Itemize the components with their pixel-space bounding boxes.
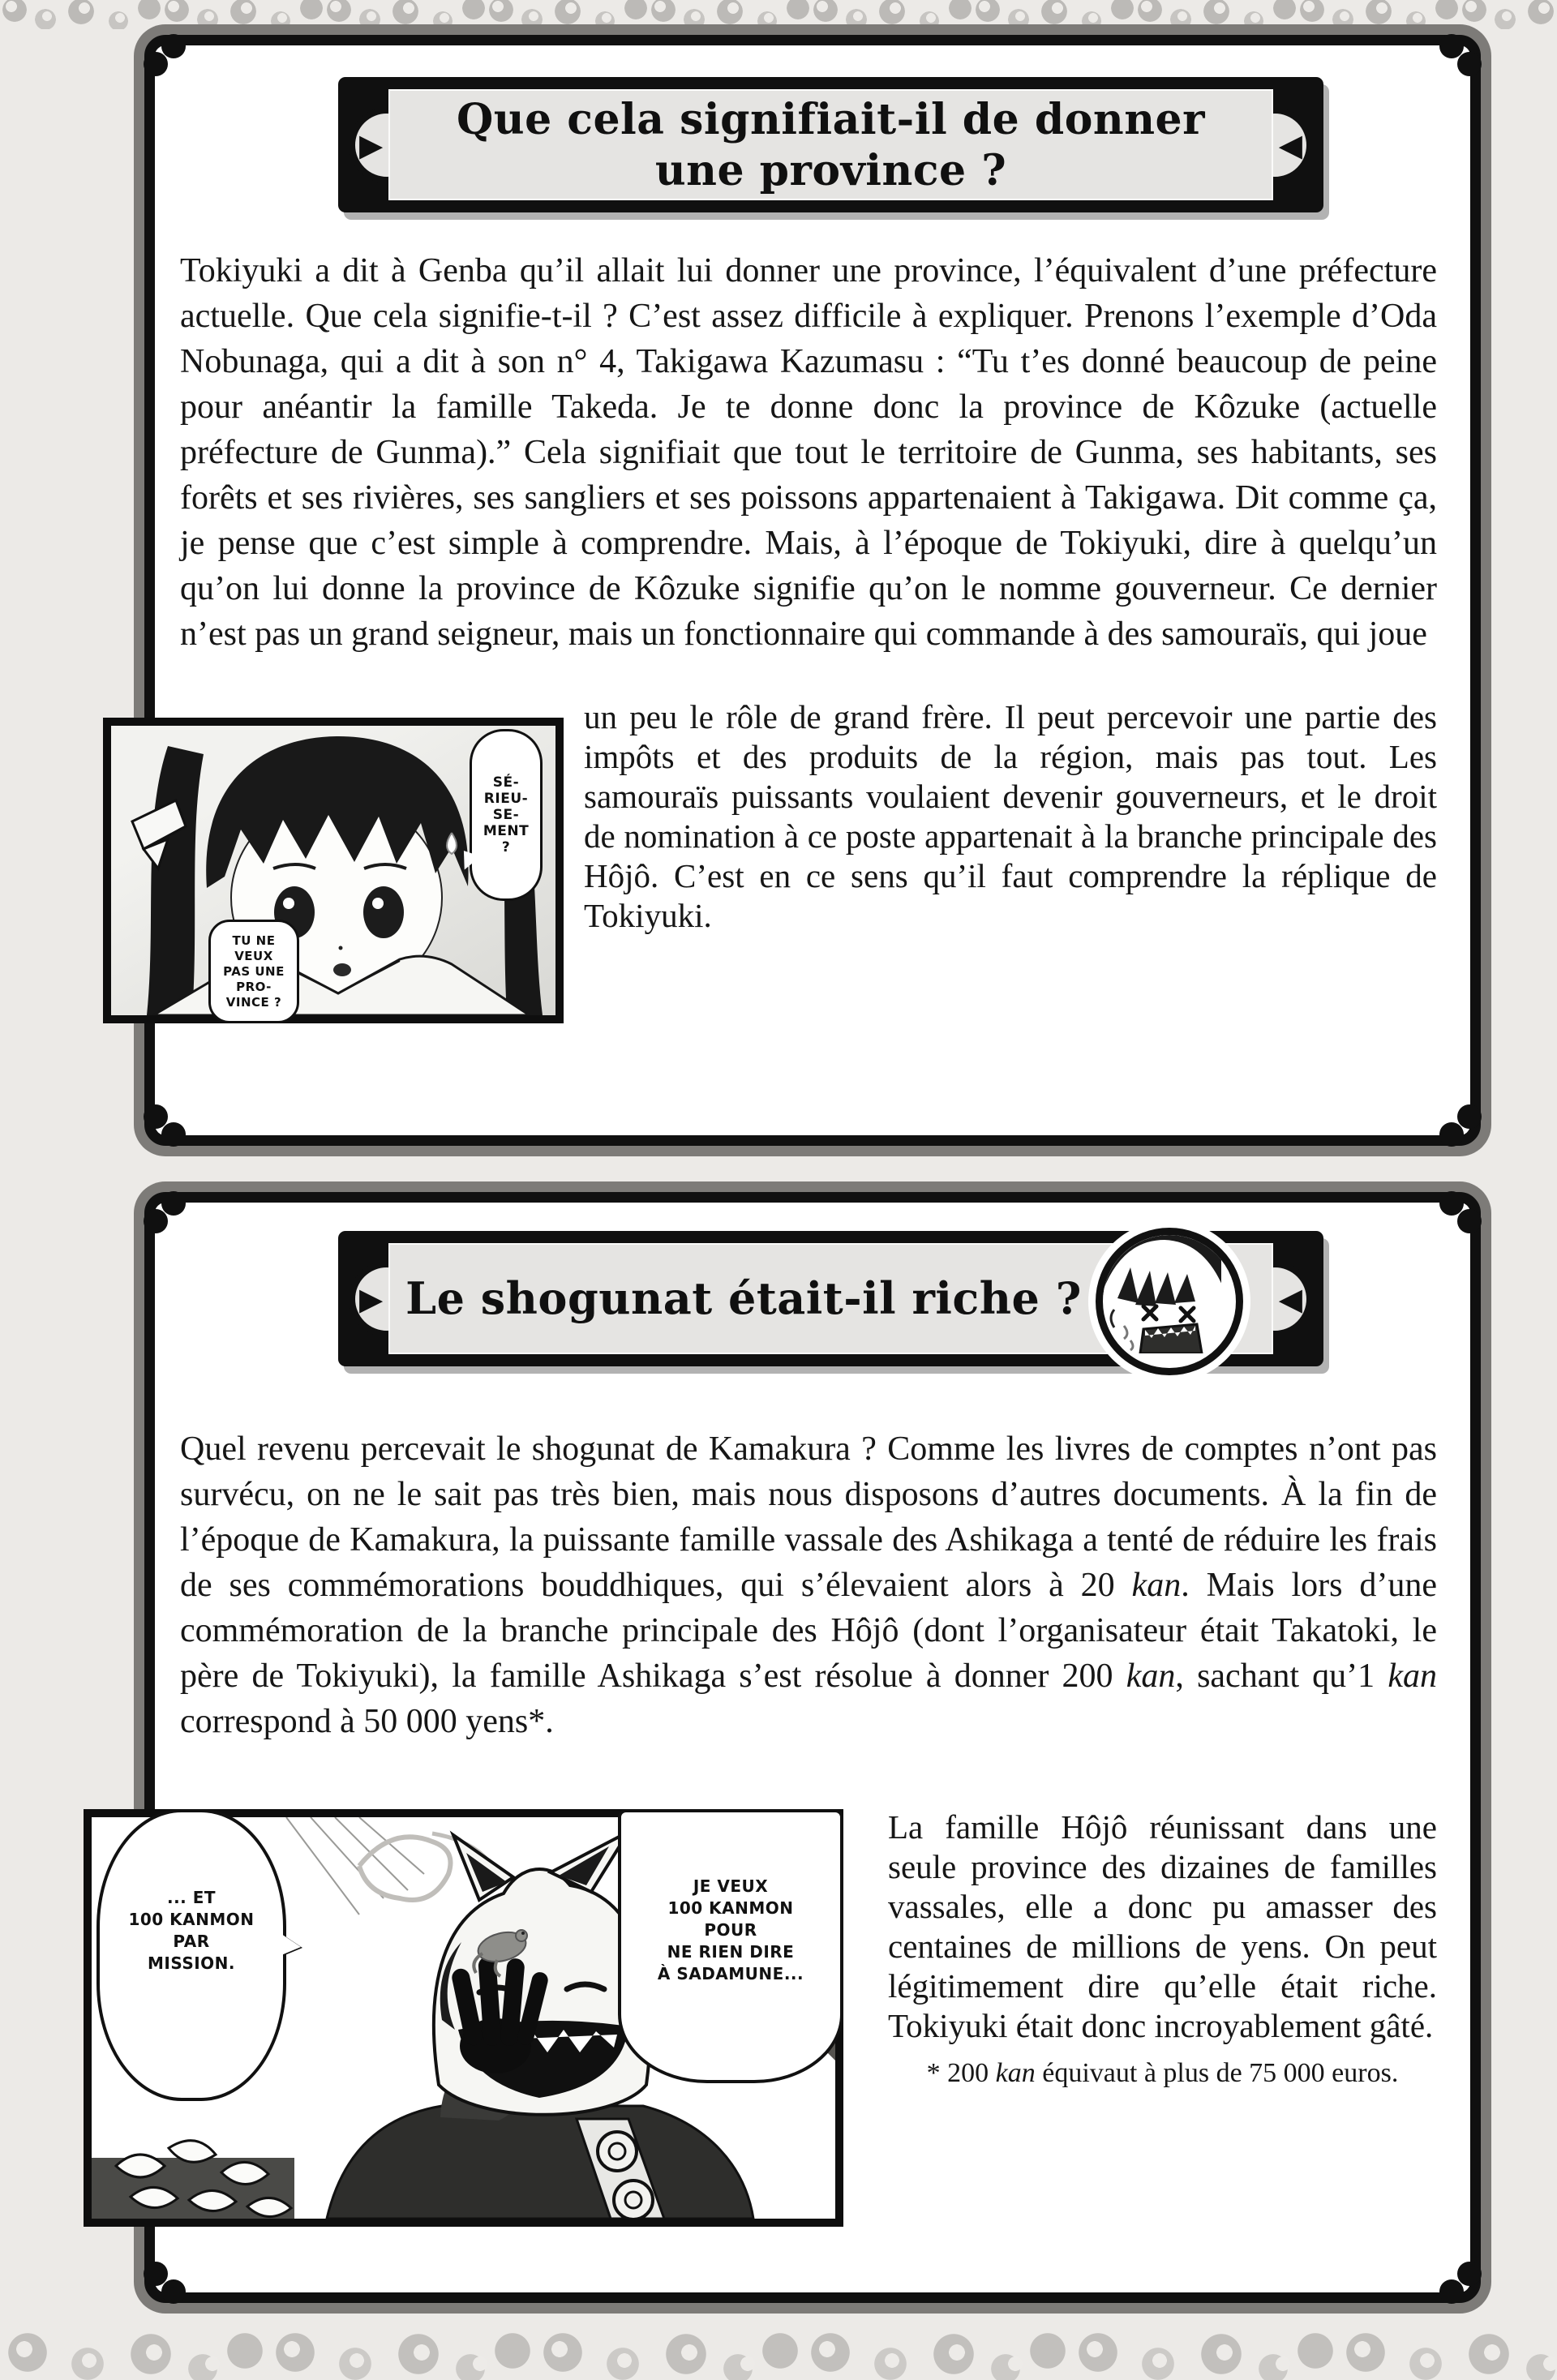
- corner-ornament: [1433, 45, 1470, 83]
- bubble-line: SE-: [492, 807, 520, 823]
- bubble-line: PAS UNE: [223, 963, 285, 979]
- banner-arrow-left-icon: ◀: [1278, 127, 1302, 163]
- speech-bubble-kanmon-mission: [97, 1809, 286, 2101]
- bubble-lines: [100, 1887, 283, 1975]
- eye-right: [363, 886, 404, 938]
- corner-ornament: [1433, 1203, 1470, 1240]
- shocked-face-art: [1103, 1235, 1221, 1353]
- bubble-line: VINCE ?: [225, 994, 282, 1010]
- question-title: [338, 77, 1323, 212]
- banner-arrow-right-icon: ▶: [359, 1280, 384, 1317]
- manga-panel-fox-mask: [84, 1809, 843, 2227]
- corner-ornament: [1433, 1098, 1470, 1135]
- bubble-line: 100 KANMON: [128, 1910, 255, 1929]
- mouth: [333, 963, 351, 976]
- bubble-line: MISSION.: [147, 1953, 236, 1973]
- bubble-line: 100 KANMON: [667, 1898, 794, 1918]
- banner-arrow-left-icon: ◀: [1278, 1280, 1302, 1317]
- eye-highlight: [283, 898, 294, 909]
- paragraph-wrap-block: [128, 1808, 1437, 2090]
- sketch-plant: [359, 1837, 451, 1900]
- speech-bubble-province: [208, 920, 299, 1023]
- damask-band-bottom: [0, 2312, 1557, 2380]
- corner-ornament: [155, 1098, 192, 1135]
- footnote: * 200 kan équivaut à plus de 75 000 euros.: [926, 2058, 1399, 2088]
- bubble-tail: [281, 1934, 301, 1955]
- title-line: une province ?: [654, 145, 1007, 195]
- paragraph-wrap: La famille Hôjô réunissant dans une seule province des dizaines de familles vassales, elle a donc pu amasser des centaines de millions de yens. On peut légitimement dire qu’elle était riche. Tokiyuki était donc incroyablement gâté.: [888, 1808, 1437, 2044]
- bubble-lines: [211, 933, 297, 1010]
- bubble-lines: [621, 1876, 840, 1985]
- paragraph-main: Tokiyuki a dit à Genba qu’il allait lui donner une province, l’équivalent d’une préfecture actuelle. Que cela signifie-t-il ? C’est assez difficile à expliquer. Prenons l’exemple d’Oda Nobunaga, qui a dit à son n° 4, Takigawa Kazumasu : “Tu t’es donné beaucoup de peine pour anéantir la famille Takeda. Je te donne donc la province de Kôzuke (actuelle préfecture de Gunma).” Cela signifiait que tout le territoire de Gunma, ses habitants, ses forêts et ses rivières, ses sangliers et ses poissons appartenaient à Takigawa. Dit comme ça, je pense que c’est simple à comprendre. Mais, à l’époque de Tokiyuki, dire à quelqu’un qu’on lui donne la province de Kôzuke signifie qu’on le nomme gouverneur. Ce dernier n’est pas un grand seigneur, mais un fonctionnaire qui commande à des samouraïs, qui joue: [180, 252, 1437, 653]
- manga-panel-tokiyuki: [103, 718, 564, 1023]
- bubble-line: MENT: [483, 823, 530, 839]
- robe-shoulders: [327, 2106, 753, 2219]
- bubble-line: SÉ-: [492, 774, 520, 791]
- bubble-line: TU NE: [232, 933, 276, 948]
- title-line: Que cela signifiait-il de donner: [456, 94, 1205, 144]
- bubble-line: PAR: [173, 1932, 210, 1951]
- title-line: Le shogunat était-il riche ?: [405, 1272, 1082, 1324]
- rosette: [614, 2181, 653, 2219]
- bubble-line: ... ET: [166, 1888, 217, 1907]
- eye-highlight: [372, 898, 384, 909]
- hair-tail-left: [147, 746, 204, 1015]
- bubble-line: PRO-: [236, 979, 272, 994]
- corner-ornament: [155, 2255, 192, 2292]
- speech-bubble-seriously: [470, 729, 543, 901]
- paragraph-wrap: un peu le rôle de grand frère. Il peut percevoir une partie des impôts et des produits de la région, mais pas tout. Les samouraïs puissants voulaient devenir gouverneurs, et le droit de nomination à ce poste appartenait à la branche principale des Hôjô. C’est en ce sens qu’il faut comprendre la réplique de Tokiyuki.: [584, 698, 1437, 934]
- bubble-line: ?: [501, 839, 511, 856]
- banner-arrow-right-icon: ▶: [359, 127, 384, 163]
- bubble-line: POUR: [704, 1919, 757, 1940]
- bubble-line: VEUX: [234, 948, 273, 963]
- bubble-line: À SADAMUNE...: [657, 1963, 804, 1983]
- question-banner-province: [338, 77, 1323, 212]
- bubble-line: RIEU-: [483, 791, 529, 807]
- speech-bubble-sadamune: [618, 1809, 843, 2083]
- bubble-line: JE VEUX: [693, 1876, 769, 1896]
- paragraph-wrap-block: [180, 697, 1437, 1010]
- corner-ornament: [1433, 2255, 1470, 2292]
- paragraph-main: Quel revenu percevait le shogunat de Kamakura ? Comme les livres de comptes n’ont pas survécu, on ne le sait pas très bien, mais nous disposons d’autres documents. À la fin de l’époque de Kamakura, la puissante famille vassale des Ashikaga a tenté de réduire les frais de ses commémorations bouddhiques, qui s’élevaient alors à 20 kan. Mais lors d’une commémoration de la branche principale des Hôjô (dont l’organisateur était Takatoki, le père de Tokiyuki), la famille Ashikaga s’est résolue à donner 200 kan, sachant qu’1 kan correspond à 50 000 yens*.: [180, 1430, 1437, 1740]
- bubble-lines: [472, 774, 540, 856]
- qa-card-shogunat: [128, 1192, 1481, 2303]
- bubble-line: NE RIEN DIRE: [667, 1941, 795, 1962]
- shocked-face-icon: [1096, 1228, 1243, 1375]
- nose: [339, 946, 343, 950]
- rosette: [598, 2132, 637, 2171]
- qa-card-province: [144, 35, 1481, 1146]
- damask-band-top: [0, 0, 1557, 29]
- question-banner-shogunat: [338, 1231, 1323, 1366]
